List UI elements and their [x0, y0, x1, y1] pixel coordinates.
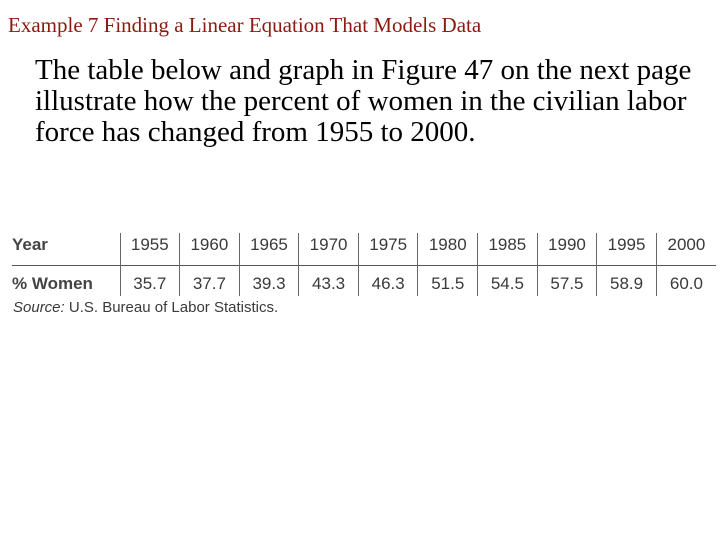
source-label: Source:: [13, 299, 65, 316]
table-cell: 1995: [597, 233, 657, 266]
table-cell: 58.9: [597, 266, 657, 297]
row-label-year: Year: [12, 233, 120, 266]
table-cell: 1975: [358, 233, 418, 266]
table-cell: 39.3: [239, 266, 299, 297]
table-cell: 51.5: [418, 266, 478, 297]
table-cell: 1980: [418, 233, 478, 266]
table-cell: 60.0: [656, 266, 716, 297]
table-cell: 43.3: [299, 266, 359, 297]
table-row-year: [12, 233, 716, 266]
table-cell: 1985: [478, 233, 538, 266]
body-paragraph: The table below and graph in Figure 47 on the next page illustrate how the percent of women in the civilian labor force has changed from 1955 to 2000.: [35, 54, 692, 148]
source-text: U.S. Bureau of Labor Statistics.: [68, 299, 279, 316]
table-cell: 1960: [180, 233, 240, 266]
table-cell: 2000: [667, 235, 706, 254]
table-row-women: [12, 266, 716, 297]
table-cell: 54.5: [478, 266, 538, 297]
table-cell: 1965: [239, 233, 299, 266]
table-cell: 35.7: [120, 266, 180, 297]
row-label-women: % Women: [12, 266, 120, 297]
table-cell: 1955: [120, 233, 180, 266]
table-cell: 1970: [299, 233, 359, 266]
slide-title: Example 7 Finding a Linear Equation That Models Data: [8, 13, 482, 37]
table-cell: 37.7: [180, 266, 240, 297]
data-table: [12, 233, 716, 296]
table-cell: 1990: [537, 233, 597, 266]
table-cell: 46.3: [358, 266, 418, 297]
table-cell: 57.5: [537, 266, 597, 297]
source-note: [13, 299, 278, 316]
